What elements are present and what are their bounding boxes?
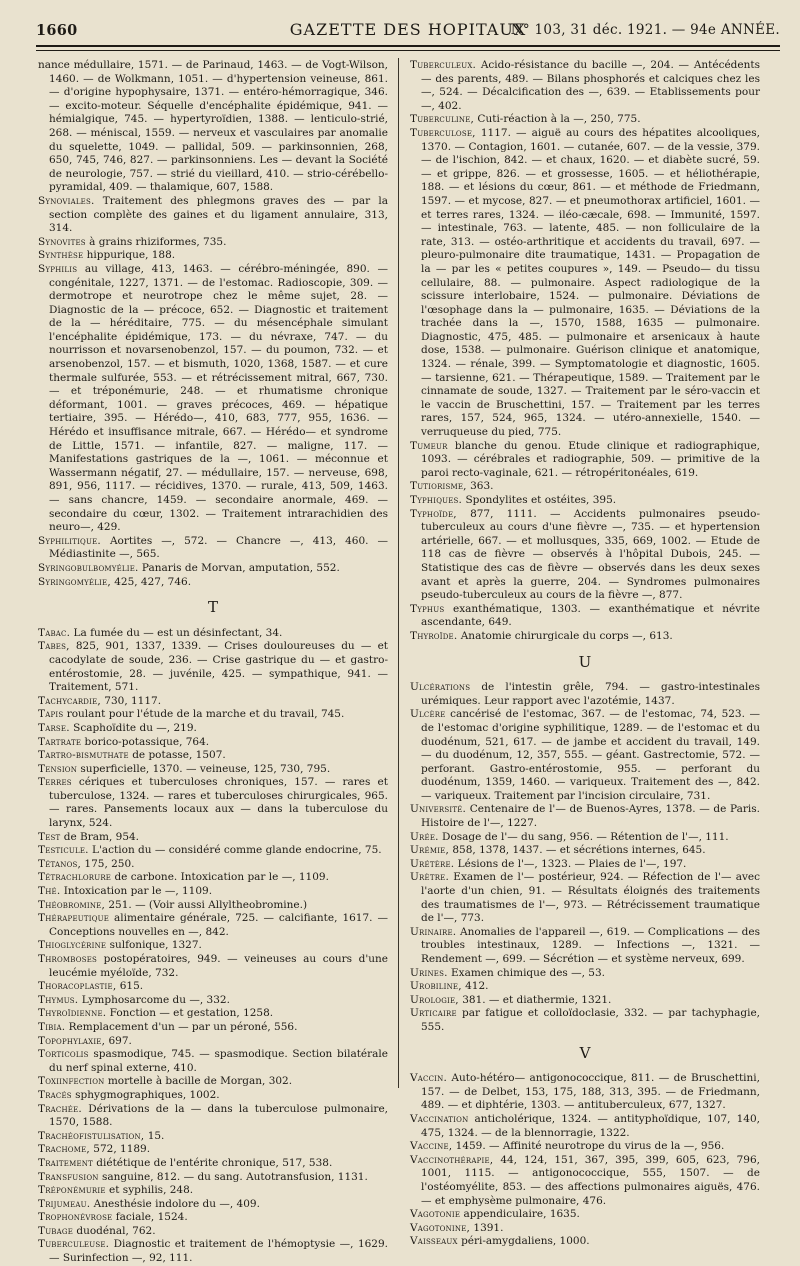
entry-headword: Trophonévrose <box>38 1211 113 1224</box>
entry-text: Diagnostic et traitement de l'hémoptysie —, 1629. — Surinfection —, 92, 111. <box>49 1238 388 1265</box>
index-entry <box>38 1089 388 1103</box>
index-entry <box>410 1208 760 1222</box>
entry-text: Lymphosarcome du —, 332. <box>81 993 230 1006</box>
entry-text: nance médullaire, 1571. — de Parinaud, 1463. — de Vogt-Wilson, 1460. — de Wolkmann, 1051. — d'hypertension veineuse, 861. — d'origine hypophysaire, 1371. — entéro-hémorragique, 346. — excito-moteur. Séquelle d'encéphalite épidémique, 941. — hémialgique, 745. — hypertyroïdien, 1388. — lenticulo-strié, 268. — méniscal, 1559. — nerveux et vasculaires par anomalie du squelette, 1049. — pallidal, 509. — parkinsonnien, 268, 650, 745, 746, 827. — parkinsonniens. Les — devant la Société de neurologie, 757. — strié du vieillard, 410. — strio-cérébello-pyramidal, 409. — thalamique, 607, 1588. <box>38 59 388 194</box>
entry-text: L'action du — considéré comme glande endocrine, 75. <box>92 844 382 857</box>
entry-headword: Urée. <box>410 830 439 843</box>
entry-headword: Trachome, <box>38 1143 90 1156</box>
entry-text: Acido-résistance du bacille —, 204. — Antécédents — des parents, 489. — Bilans phosphorés et calciques chez les —, 524. — Décalcification des —, 639. — Etablissements pour —, 402. <box>421 59 760 112</box>
index-entry <box>410 980 760 994</box>
index-entry <box>410 803 760 830</box>
entry-text: Aortites —, 572. — Chancre —, 413, 460. — Médiastinite —, 565. <box>49 534 388 561</box>
entry-headword: Vaccin. <box>410 1072 447 1085</box>
index-entry <box>410 994 760 1008</box>
entry-headword: Thérapeutique <box>38 912 110 925</box>
entry-text: Centenaire de l'— de Buenos-Ayres, 1378. — de Paris. Histoire de l'—, 1227. <box>421 803 760 830</box>
journal-title: GAZETTE DES HOPITAUX <box>289 20 527 39</box>
entry-text: 572, 1189. <box>93 1143 151 1156</box>
entry-headword: Urines. <box>410 966 448 979</box>
index-entry <box>38 1184 388 1198</box>
index-entry <box>38 1211 388 1225</box>
entry-headword: Théobromine, <box>38 898 106 911</box>
entry-text: Anomalies de l'appareil —, 619. — Complications — des troubles intestinaux, 1289. — Infections —, 1321. — Rendement —, 699. — Sécrétion — et système nerveux, 699. <box>421 925 760 965</box>
entry-text: 877, 1111. — Accidents pulmonaires pseudo-tuberculeux au cours d'une fièvre —, 735. — et hypertension artérielle, 667. — et mollusques, 335, 669, 1002. — Etude de 118 cas de fièvre — observés à l'hôpital Dubois, 245. — Statistique des cas de fièvre — observés dans les deux sexes avant et après la guerre, 204. — Syndromes pulmonaires pseudo-tuberculeux au cours de la fièvre —, 877. <box>421 507 761 602</box>
index-entry <box>38 263 388 535</box>
entry-headword: Ulcère <box>410 708 446 721</box>
index-entry <box>410 480 760 494</box>
entry-headword: Trachée. <box>38 1102 82 1115</box>
index-entry <box>38 831 388 845</box>
entry-text: à grains rhiziformes, 735. <box>89 235 227 248</box>
entry-text: 251. — (Voir aussi Allyltheobromine.) <box>108 898 308 911</box>
entry-headword: Trachéofistulisation, <box>38 1129 145 1142</box>
entry-text: Scaphoïdite du —, 219. <box>73 721 197 734</box>
entry-headword: Vaccinothérapie, <box>410 1153 494 1166</box>
index-entry <box>38 980 388 994</box>
entry-text: Panaris de Morvan, amputation, 552. <box>141 561 340 574</box>
header-rule <box>36 45 780 47</box>
index-entry <box>410 708 760 803</box>
entry-text: 1117. — aiguë au cours des hépatites alcooliques, 1370. — Contagion, 1601. — cutanée, 607. — de la vessie, 379. — de l'ischion, 842. — et chaux, 1620. — et diabète sucré, 59. — et grippe, 826. — et grossesse, 1605. — et héliothérapie, 188. — et lésions du cœur, 861. — et méthode de Friedmann, 1597. — et mycose, 827. — et pneumothorax artificiel, 1601. — et terres rares, 1324. — iléo-cæcale, 698. — Immunité, 1597. — intestinale, 763. — latente, 485. — non folliculaire de la rate, 313. — ostéo-arthritique et accidents du travail, 697. — pleuro-pulmonaire dite traumatique, 1431. — Propagation de la — par les « petites coupures », 149. — Pseudo— du tissu cellulaire, 88. — pulmonaire. Aspect radiologique de la scissure interlobaire, 1524. — pulmonaire. Déviations de l'œsophage dans la — pulmonaire, 1635. — Déviations de la trachée dans la —, 1570, 1588, 1635 — pulmonaire. Diagnostic, 475, 485. — pulmonaire et arsenicaux à haute dose, 1538. — pulmonaire. Guérison clinique et anatomique, 1324. — rénale, 399. — Symptomatologie et diagnostic, 1605. — tarsienne, 621. — Thérapeutique, 1589. — Traitement par le cinnamate de soude, 1327. — Traitement par le séro-vaccin et le vaccin de Bruschettini, 157. — Traitement par les terres rares, 157, 524, 965, 1324. — utéro-annexielle, 1540. — verruqueuse du pied, 775. <box>421 126 760 439</box>
entry-headword: Ulcérations <box>410 681 471 694</box>
entry-headword: Synthèse <box>38 249 84 262</box>
entry-text: cériques et tuberculoses chroniques, 157. — rares et tuberculose, 1324. — rares et tuberculoses chirurgicales, 965. — rares. Pansements locaux aux — dans la tuberculose du larynx, 524. <box>49 776 388 830</box>
index-entry <box>38 562 388 576</box>
entry-text: mortelle à bacille de Morgan, 302. <box>107 1075 293 1088</box>
entry-text: Spondylites et ostéites, 395. <box>465 494 617 506</box>
entry-headword: Tarse. <box>38 721 70 734</box>
entry-headword: Syphilitique. <box>38 534 101 547</box>
index-entry <box>38 249 388 263</box>
entry-headword: Typhiques. <box>410 494 463 506</box>
entry-text: superficielle, 1370. — veineuse, 125, 730, 795. <box>80 762 331 775</box>
entry-text: anticholérique, 1324. — antityphoïdique, 107, 140, 475, 1324. — de la blennorragie, 1322. <box>421 1112 760 1139</box>
entry-text: 697. <box>108 1034 132 1047</box>
index-entry <box>410 1235 760 1249</box>
index-entry <box>410 1154 760 1208</box>
entry-text: appendiculaire, 1635. <box>463 1208 580 1221</box>
index-entry <box>38 736 388 750</box>
entry-headword: Synovites <box>38 235 86 248</box>
index-entry <box>410 844 760 858</box>
index-entry <box>38 640 388 694</box>
entry-text: Remplacement d'un — par un péroné, 556. <box>68 1020 298 1033</box>
index-entry <box>410 127 760 440</box>
entry-headword: Tabes, <box>38 640 70 653</box>
index-entry <box>38 708 388 722</box>
entry-text: 825, 901, 1337, 1339. — Crises douloureuses du — et cacodylate de soude, 236. — Crise gastrique du — et gastro-entérostomie, 28. — juvénile, 425. — sympathique, 941. — Traitement, 571. <box>49 640 389 694</box>
entry-headword: Syphilis <box>38 262 78 275</box>
entry-text: diététique de l'entérite chronique, 517, 538. <box>96 1156 333 1169</box>
index-entry <box>410 1113 760 1140</box>
entry-text: sulfonique, 1327. <box>109 939 202 952</box>
index-entry <box>38 885 388 899</box>
entry-text: borico-potassique, 764. <box>84 735 210 748</box>
entry-headword: Tension <box>38 762 78 775</box>
entry-text: Traitement des phlegmons graves des — par la section complète des gaines et du ligament annulaire, 313, 314. <box>49 194 388 235</box>
entry-headword: Traitement <box>38 1156 93 1169</box>
entry-headword: Tréponémurie <box>38 1184 106 1197</box>
entry-text: faciale, 1524. <box>115 1211 188 1224</box>
index-entry <box>38 576 388 590</box>
entry-text: 412. <box>465 980 489 993</box>
index-entry <box>38 1021 388 1035</box>
entry-headword: Synoviales. <box>38 194 95 207</box>
entry-text: de carbone. Intoxication par le —, 1109. <box>114 871 329 884</box>
entry-headword: Vagotonine, <box>410 1221 471 1234</box>
entry-headword: Tuberculeuse. <box>38 1238 110 1251</box>
entry-text: Auto-hétéro— antigonococcique, 811. — de Bruschettini, 157. — de Delbet, 153, 175, 188, 313, 395. — de Friedmann, 489. — et diphtérie, 1303. — antituberculeux, 677, 1327. <box>421 1072 760 1112</box>
index-entry <box>410 926 760 967</box>
index-entry <box>410 858 760 872</box>
section-letter: T <box>207 598 218 617</box>
entry-text: exanthématique, 1303. — exanthématique et névrite ascendante, 649. <box>421 602 760 629</box>
index-entry <box>410 603 760 630</box>
entry-headword: Urètre. <box>410 871 450 884</box>
entry-headword: Vagotonie <box>410 1208 461 1221</box>
index-entry <box>38 1157 388 1171</box>
index-entry <box>410 508 760 603</box>
index-entry <box>38 939 388 953</box>
entry-headword: Tracés <box>38 1088 72 1101</box>
entry-headword: Tuberculine, <box>410 113 475 126</box>
entry-headword: Tapis <box>38 708 64 721</box>
index-entry <box>38 1048 388 1075</box>
index-entry <box>410 1140 760 1154</box>
index-entry <box>38 1130 388 1144</box>
entry-headword: Test <box>38 830 61 843</box>
index-entry <box>38 749 388 763</box>
index-entry <box>38 695 388 709</box>
index-entry <box>38 953 388 980</box>
entry-text: 381. — et diathermie, 1321. <box>462 993 612 1006</box>
entry-headword: Vaisseaux <box>410 1235 458 1248</box>
entry-text: 425, 427, 746. <box>114 575 192 588</box>
entry-text: spasmodique, 745. — spasmodique. Section bilatérale du nerf spinal externe, 410. <box>49 1048 388 1074</box>
index-entry <box>38 627 388 641</box>
entry-text: 1391. <box>473 1221 504 1234</box>
entry-headword: Typhoïde, <box>410 507 457 520</box>
entry-text: Examen de l'— postérieur, 924. — Réfection de l'— avec l'aorte d'un chien, 91. — Résultats éloignés des traitements des traumatismes de l'—, 973. — Rétrécissement traumatique de l'—, 773. <box>421 871 760 925</box>
entry-headword: Thoracoplastie, <box>38 980 117 993</box>
entry-text: blanche du genou. Etude clinique et radiographique, 1093. — cérébrales et radiographie, 509. — primitive de la paroi recto-vaginale, 621. — rétropéritonéales, 619. <box>421 439 761 479</box>
entry-headword: Tartro-bismuthate <box>38 749 129 762</box>
entry-headword: Terres <box>38 776 72 789</box>
entry-headword: Thyroïde. <box>410 629 458 642</box>
entry-headword: Thymus. <box>38 993 79 1006</box>
section-letter: U <box>578 652 592 671</box>
index-entry <box>410 494 760 508</box>
index-entry <box>410 831 760 845</box>
entry-text: Anatomie chirurgicale du corps —, 613. <box>460 629 673 642</box>
right-column <box>410 59 761 1248</box>
entry-headword: Tétrachlorure <box>38 871 112 884</box>
entry-headword: Tutiorisme, <box>410 480 467 493</box>
entry-headword: Thromboses <box>38 953 97 965</box>
entry-text: au village, 413, 1463. — cérébro-méningée, 890. — congénitale, 1227, 1371. — de l'estomac. Radioscopie, 309. — dermotrope et neurotrope chez le même sujet, 28. — Diagnostic de la — précoce, 652. — Diagnostic et traitement de la — héréditaire, 775. — du mésencéphale simulant l'encéphalite épidémique, 173. — du névraxe, 747. — du nourrisson et novarsenobenzol, 157. — du poumon, 732. — et arsenobenzol, 157. — et bismuth, 1020, 1368, 1587. — et cure thermale sulfurée, 553. — et rétrécissement mitral, 667, 730. — et tréponémurie, 248. — et rhumatisme chronique déformant, 1001. — graves précoces, 469. — hépatique tertiaire, 395. — Hérédo—, 410, 683, 777, 955, 1636. — Hérédo et insuffisance mitrale, 667. — Hérédo— et syndrome de Little, 1571. — infantile, 827. — maligne, 117. — Manifestations gastriques de la —, 1061. — méconnue et Wassermann négatif, 27. — médullaire, 157. — nerveuse, 698, 891, 956, 1117. — récidives, 1370. — rurale, 413, 509, 1463. — sans chancre, 1459. — secondaire anormale, 469. — secondaire du cœur, 1302. — Traitement intrarachidien des neuro—, 429. <box>49 262 388 534</box>
index-entry <box>38 535 388 562</box>
header-rule-thin <box>36 50 780 51</box>
left-column <box>38 59 389 1265</box>
entry-headword: Syringobulbomyélie. <box>38 561 139 574</box>
entry-text: Examen chimique des —, 53. <box>451 966 606 979</box>
entry-text: roulant pour l'étude de la marche et du travail, 745. <box>66 708 345 721</box>
entry-headword: Urobiline, <box>410 980 462 993</box>
section-letter: V <box>579 1043 591 1062</box>
entry-headword: Urologie, <box>410 993 459 1006</box>
entry-headword: Tétanos, <box>38 857 82 870</box>
issue-info: N° 103, 31 déc. 1921. — 94e ANNÉE. <box>510 22 780 38</box>
entry-headword: Torticolis <box>38 1048 89 1061</box>
index-entry <box>38 994 388 1008</box>
entry-headword: Urinaire. <box>410 925 457 938</box>
index-entry <box>38 195 388 236</box>
entry-headword: Testicule. <box>38 844 89 857</box>
index-entry <box>38 1007 388 1021</box>
entry-text: de potasse, 1507. <box>132 749 226 762</box>
entry-text: 1459. — Affinité neurotrope du virus de la —, 956. <box>455 1140 725 1153</box>
index-entry <box>410 440 760 481</box>
entry-headword: Thioglycérine <box>38 939 107 952</box>
entry-headword: Tartrate <box>38 735 82 748</box>
entry-text: 858, 1378, 1437. — et sécrétions internes, 645. <box>452 844 706 857</box>
index-entry <box>38 59 388 195</box>
entry-text: 363. <box>470 480 494 493</box>
index-entry <box>38 899 388 913</box>
index-entry <box>38 1198 388 1212</box>
entry-text: sphygmographiques, 1002. <box>75 1088 220 1101</box>
entry-text: duodénal, 762. <box>76 1224 156 1237</box>
index-entry <box>38 763 388 777</box>
entry-headword: Tuberculose, <box>410 126 476 139</box>
entry-text: hippurique, 188. <box>86 249 176 262</box>
entry-headword: Trijumeau. <box>38 1197 91 1210</box>
index-entry <box>38 722 388 736</box>
entry-headword: Urticaire <box>410 1007 457 1020</box>
index-entry <box>38 871 388 885</box>
entry-text: Dérivations de la — dans la tuberculose pulmonaire, 1570, 1588. <box>49 1102 388 1129</box>
entry-headword: Tubage <box>38 1224 74 1237</box>
entry-headword: Tuberculeux. <box>410 59 477 71</box>
entry-headword: Transfusion <box>38 1170 99 1183</box>
entry-text: par fatigue et colloïdoclasie, 332. — par tachyphagie, 555. <box>421 1007 760 1033</box>
index-entry <box>38 1171 388 1185</box>
entry-text: 44, 124, 151, 367, 395, 399, 605, 623, 796, 1001, 1115. — antigonococcique, 555, 1507. — de l'ostéomyélite, 853. — des affections pulmonaires aiguës, 476. — et emphysème pulmonaire, 476. <box>421 1153 760 1207</box>
index-entry <box>38 912 388 939</box>
entry-text: 615. <box>119 980 144 993</box>
index-entry <box>410 681 760 708</box>
index-entry <box>38 1238 388 1265</box>
entry-text: Dosage de l'— du sang, 956. — Rétention de l'—, 111. <box>442 830 729 843</box>
index-entry <box>38 776 388 830</box>
index-entry <box>38 1225 388 1239</box>
index-entry <box>410 1007 760 1034</box>
page-number: 1660 <box>36 22 78 39</box>
entry-headword: Thé. <box>38 885 61 898</box>
index-entry <box>410 630 760 644</box>
page-header <box>36 18 780 42</box>
entry-headword: Urétère. <box>410 857 455 870</box>
entry-text: La fumée du — est un désinfectant, 34. <box>73 626 283 639</box>
index-entry <box>410 59 760 113</box>
entry-text: Lésions de l'—, 1323. — Plaies de l'—, 197. <box>457 857 687 870</box>
entry-headword: Tibia. <box>38 1020 66 1033</box>
entry-text: de Bram, 954. <box>63 830 140 843</box>
index-entry <box>410 967 760 981</box>
entry-text: Intoxication par le —, 1109. <box>63 885 213 898</box>
entry-headword: Vaccine, <box>410 1140 453 1153</box>
index-entry <box>38 1143 388 1157</box>
entry-text: Fonction — et gestation, 1258. <box>109 1007 274 1020</box>
entry-headword: Tabac. <box>38 626 71 639</box>
entry-text: de l'intestin grêle, 794. — gastro-intestinales urémiques. Leur rapport avec l'azotémie, 1437. <box>421 681 761 707</box>
entry-headword: Tumeur <box>410 439 448 452</box>
entry-text: cancérisé de l'estomac, 367. — de l'estomac, 74, 523. — de l'estomac d'origine syphilitique, 1289. — de l'estomac et du duodénum, 521, 617. — de jambe et accident du travail, 149. — du duodénum, 12, 357, 555. — géant. Gastrectomie, 572. — perforant. Gastro-entérostomie, 955. — perforant du duodénum, 1359, 1460. — variqueux. Traitement des —, 842. — variqueux. Traitement par l'incision circulaire, 731. <box>421 708 760 802</box>
index-entry <box>410 113 760 127</box>
index-entry <box>410 871 760 925</box>
entry-text: péri-amygdaliens, 1000. <box>461 1235 590 1248</box>
column-divider <box>398 58 399 1088</box>
entry-headword: Université. <box>410 803 467 816</box>
entry-text: sanguine, 812. — du sang. Autotransfusion, 1131. <box>101 1170 368 1183</box>
entry-text: Anesthésie indolore du —, 409. <box>93 1197 260 1210</box>
index-entry <box>38 236 388 250</box>
entry-text: 15. <box>147 1129 165 1142</box>
index-entry <box>38 858 388 872</box>
index-entry <box>38 1035 388 1049</box>
entry-headword: Urémie, <box>410 844 450 857</box>
index-entry <box>38 844 388 858</box>
index-entry <box>38 1103 388 1130</box>
entry-headword: Topophylaxie, <box>38 1034 106 1047</box>
entry-text: alimentaire générale, 725. — calcifiante, 1617. — Conceptions nouvelles en —, 842. <box>49 912 388 938</box>
index-entry <box>38 1075 388 1089</box>
entry-headword: Typhus <box>410 602 445 615</box>
entry-headword: Tachycardie, <box>38 694 101 707</box>
entry-headword: Vaccination <box>410 1112 469 1125</box>
entry-headword: Thyroïdienne. <box>38 1007 107 1020</box>
index-entry <box>410 1072 760 1113</box>
entry-text: 175, 250. <box>84 857 135 870</box>
entry-text: 730, 1117. <box>104 694 162 707</box>
entry-text: Cuti-réaction à la —, 250, 775. <box>477 113 641 126</box>
index-entry <box>410 1222 760 1236</box>
entry-text: postopératoires, 949. — veineuses au cours d'une leucémie myéloïde, 732. <box>49 953 388 979</box>
entry-headword: Toxiinfection <box>38 1075 105 1088</box>
entry-text: et syphilis, 248. <box>109 1184 194 1197</box>
entry-headword: Syringomyélie, <box>38 575 111 588</box>
